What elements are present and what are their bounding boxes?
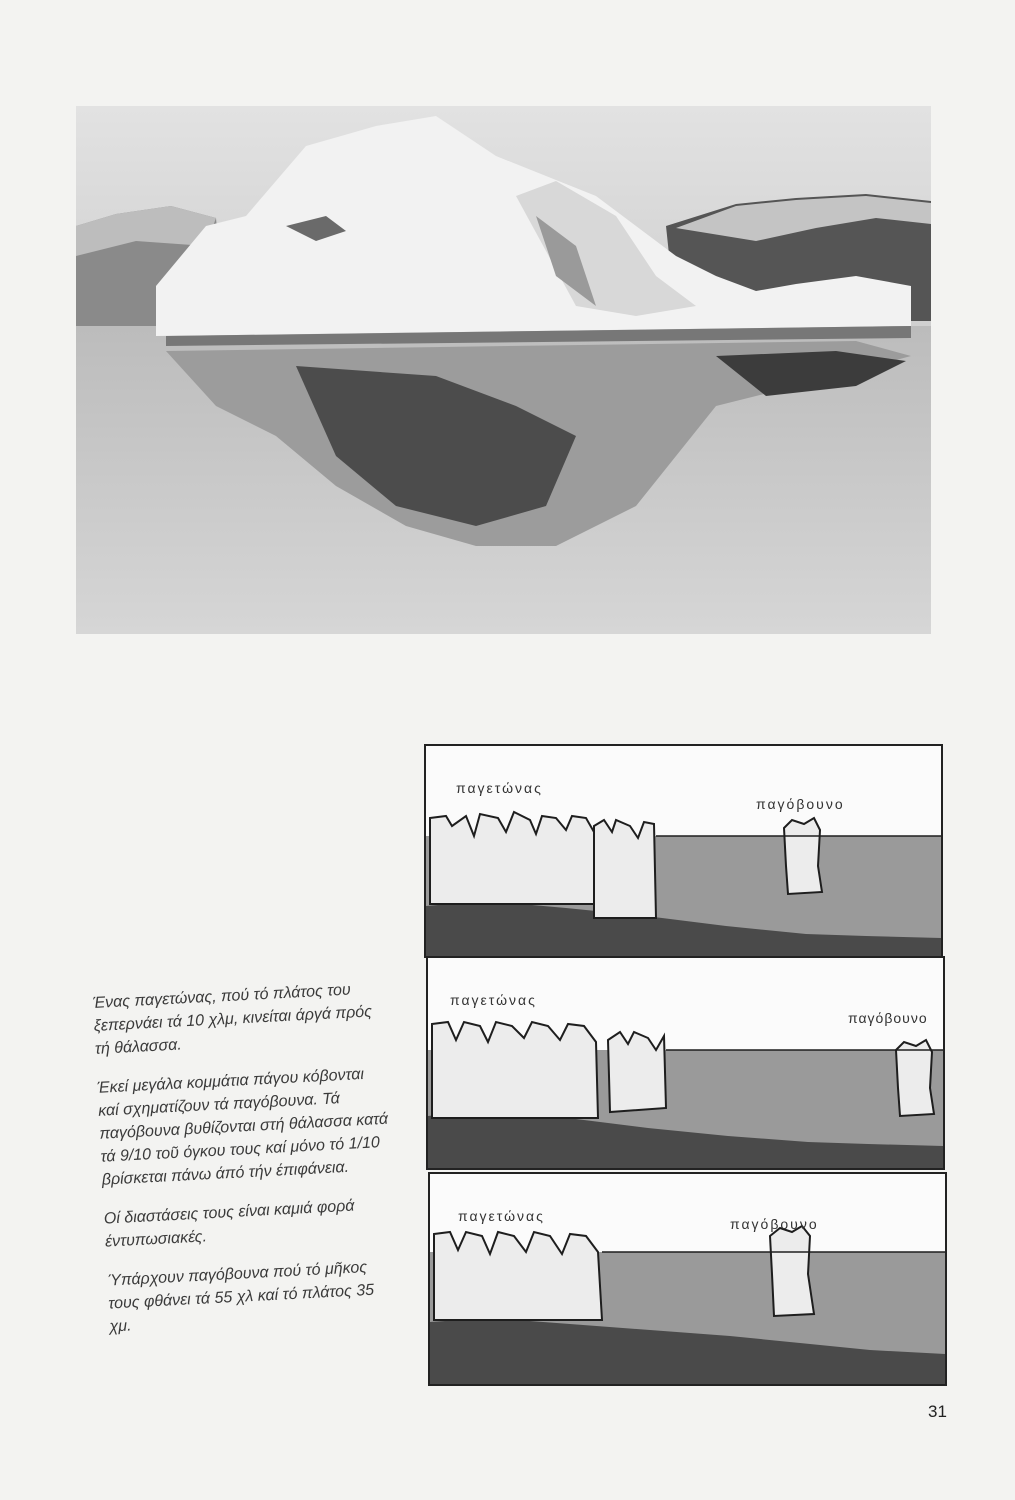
glacier-label: παγετώνας (458, 1208, 545, 1224)
iceberg-photo (76, 106, 931, 634)
caption (92, 977, 401, 1355)
glacier-diagram-1-icon (426, 746, 941, 956)
glacier-label: παγετώνας (456, 780, 543, 796)
caption-paragraph-3: Οί διαστάσεις τους είναι καμιά φορά έντυπωσιακές. (103, 1197, 355, 1251)
caption-paragraph-1: Ένας παγετώνας, πού τό πλάτος του ξεπερνάει τά 10 χλμ, κινείται άργά πρός τή θάλασσα. (92, 981, 373, 1058)
glacier-diagram-2-icon (428, 958, 943, 1168)
diagram-panel-2 (426, 956, 945, 1170)
caption-paragraph-4: Ύπάρχουν παγόβουνα πού τό μῆκος τους φθάνει τά 55 χλ καί τό πλάτος 35 χμ. (106, 1258, 375, 1336)
caption-paragraph-2: Έκεί μεγάλα κομμάτια πάγου κόβονται καί σχηματίζουν τά παγόβουνα. Τά παγόβουνα βυθίζονται στή θάλασσα κατά τά 9/10 τοῦ όγκου τους καί μόνο τό 1/10 βρίσκεται πάνω άπό τήν έπιφάνεια. (96, 1065, 389, 1189)
page-number: 31 (928, 1402, 947, 1421)
diagram-panel-3 (428, 1172, 947, 1386)
glacier-label: παγετώνας (450, 992, 537, 1008)
iceberg-label: παγόβουνο (848, 1010, 928, 1026)
diagram-panel-1 (424, 744, 943, 958)
glacier-diagram-3-icon (430, 1174, 945, 1384)
iceberg-label: παγόβουνο (756, 796, 845, 812)
iceberg-photo-icon (76, 106, 931, 634)
iceberg-label: παγόβουνο (730, 1216, 819, 1232)
